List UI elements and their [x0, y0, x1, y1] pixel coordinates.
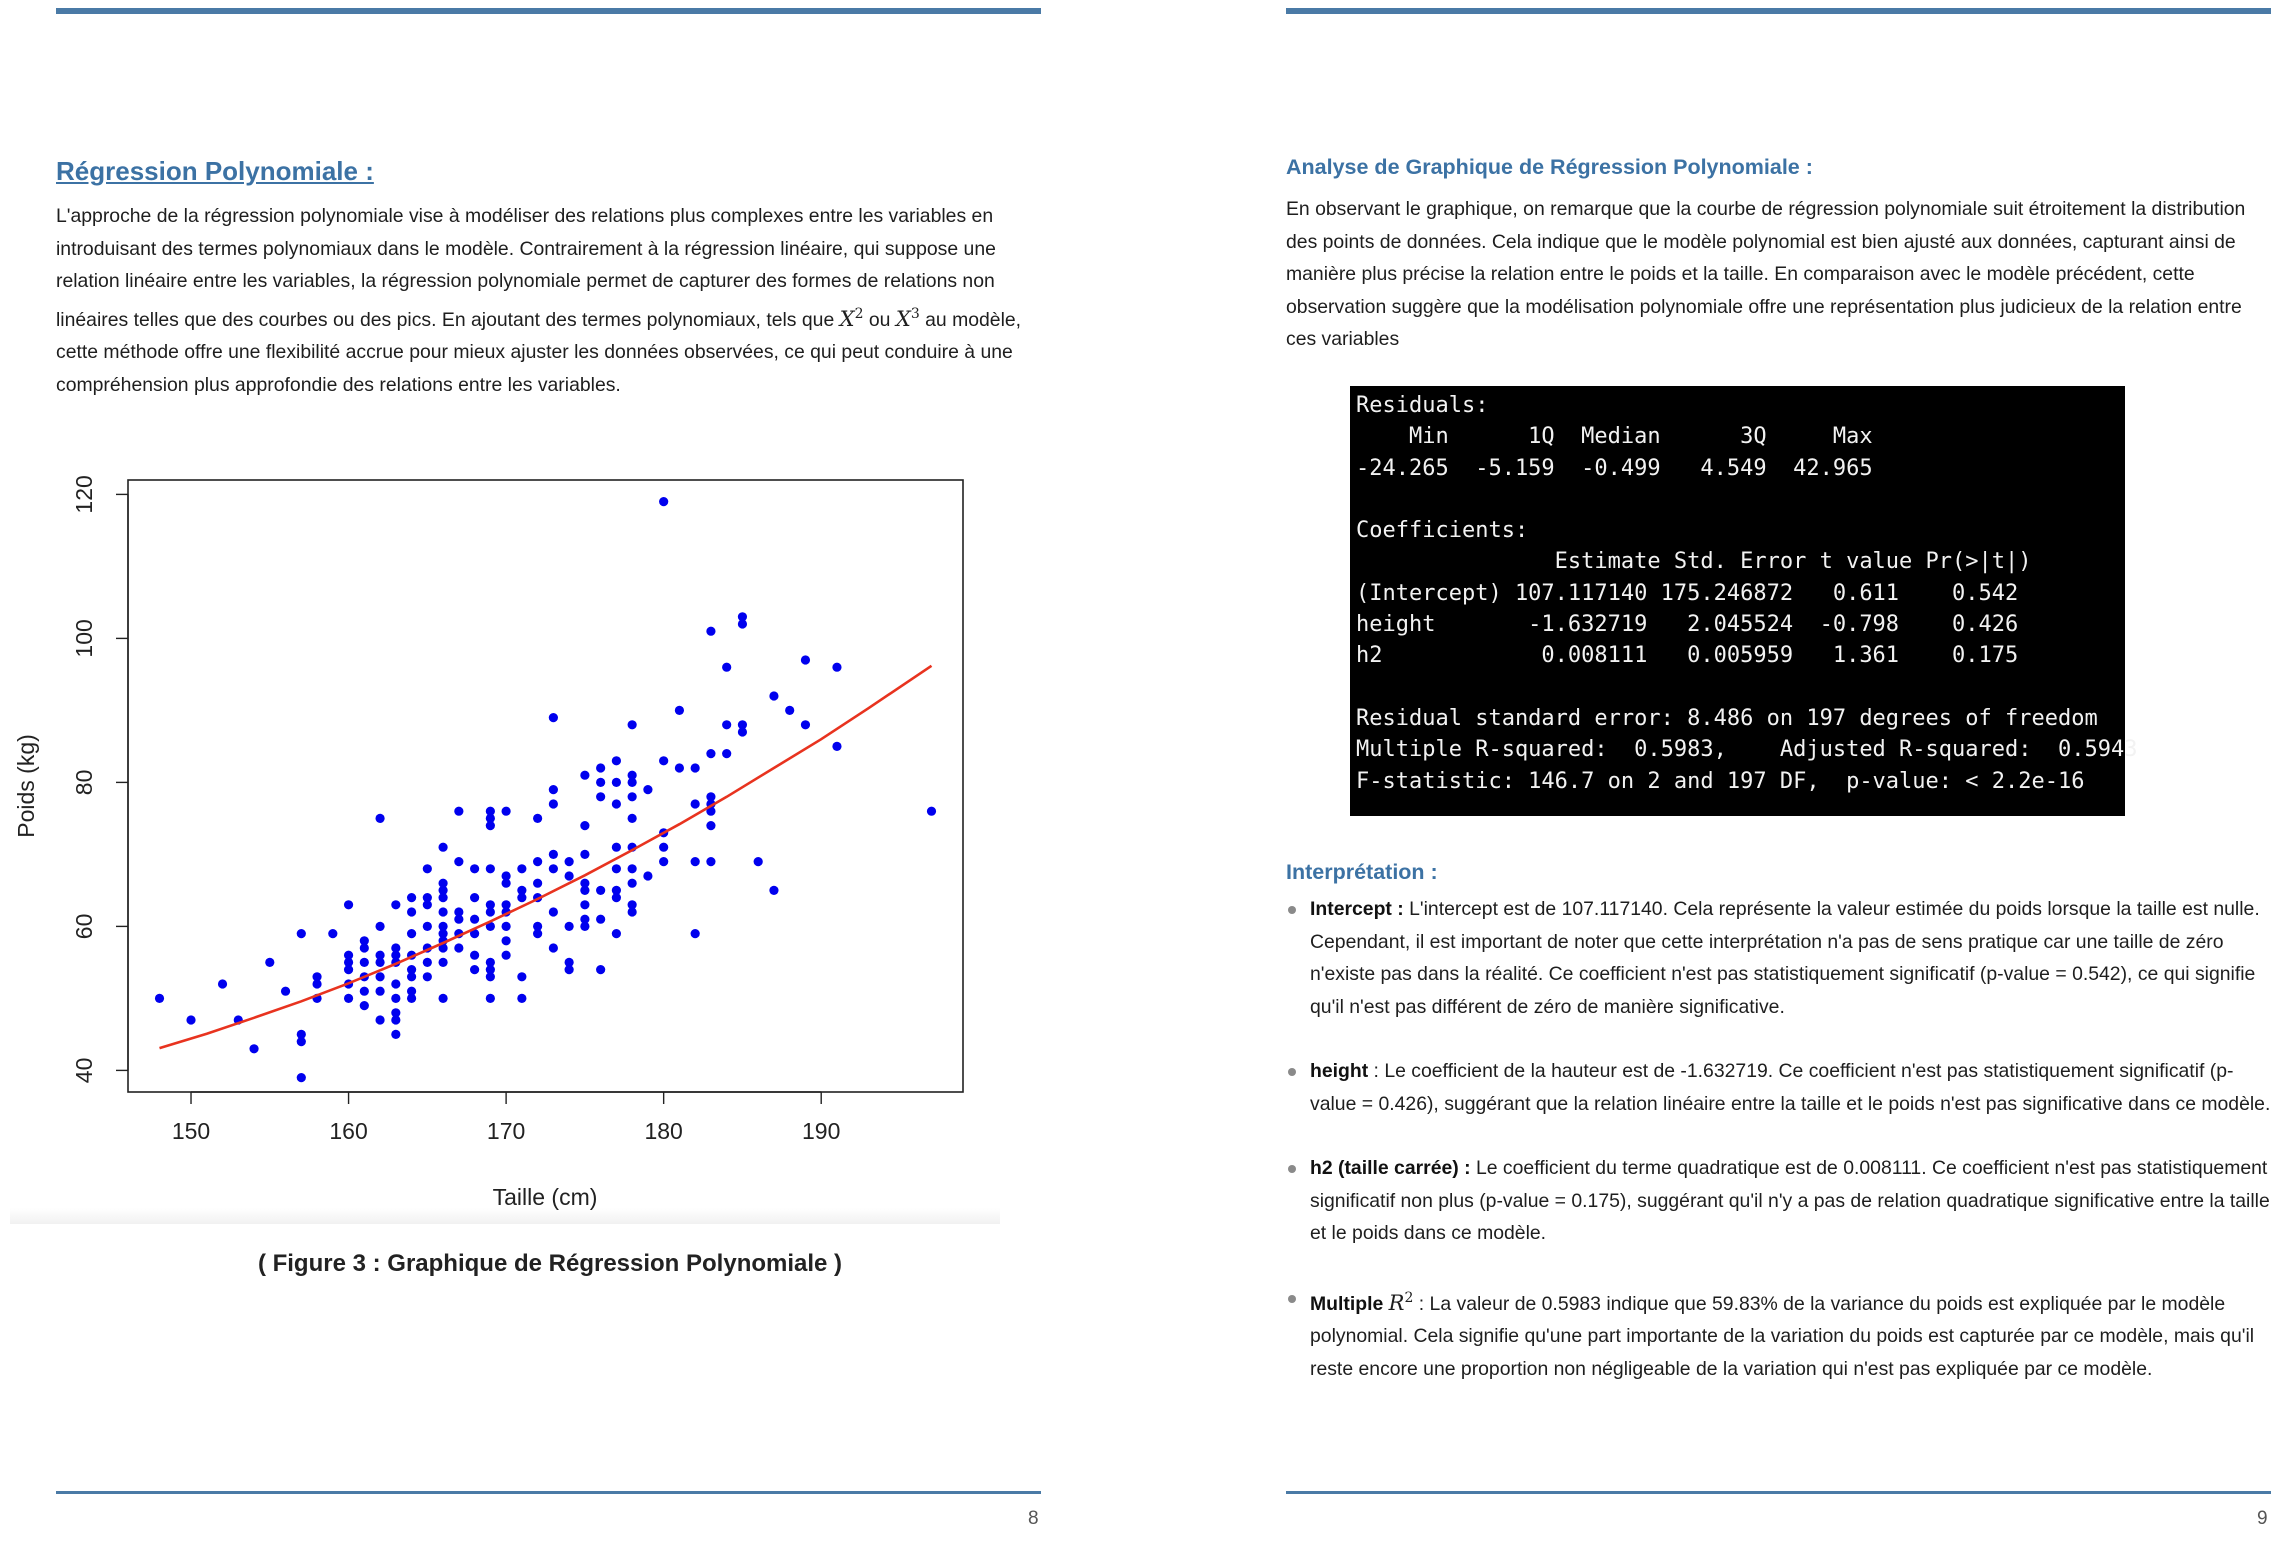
bullet-h2 [1286, 1152, 2271, 1250]
data-point [344, 994, 353, 1003]
data-point [832, 663, 841, 672]
y-tick-label: 60 [71, 913, 97, 940]
data-point [155, 994, 164, 1003]
data-point [769, 886, 778, 895]
analysis-paragraph: En observant le graphique, on remarque que la courbe de régression polynomiale suit étroitement la distribution des points de données. Cela indique que le modèle polynomial est bien ajusté aux données, capturant ainsi de manière plus précise la relation entre le poids et la taille. En comparaison avec le modèle précédent, cette observation suggère que la modélisation polynomiale offre une représentation plus judicieux de la relation entre ces variables [1286, 198, 2246, 350]
bullet-intercept [1286, 893, 2271, 1023]
y-axis-label: Poids (kg) [13, 734, 39, 838]
x-tick-label: 170 [486, 1118, 526, 1144]
data-point [596, 965, 605, 974]
data-point [549, 785, 558, 794]
data-point [391, 1015, 400, 1024]
data-point [281, 987, 290, 996]
data-point [596, 778, 605, 787]
data-point [675, 706, 684, 715]
data-point [628, 907, 637, 916]
interpretation-list [1286, 893, 2271, 1417]
data-point [486, 972, 495, 981]
data-point [391, 994, 400, 1003]
plot-frame [128, 480, 963, 1092]
data-point [596, 763, 605, 772]
data-point [391, 1030, 400, 1039]
data-point [517, 864, 526, 873]
x-tick-label: 160 [329, 1118, 368, 1144]
y-tick-label: 100 [71, 619, 97, 658]
scatter-chart [0, 0, 1100, 1240]
data-point [691, 763, 700, 772]
data-point [344, 965, 353, 974]
y-tick-label: 120 [71, 475, 97, 514]
data-point [391, 979, 400, 988]
data-point [360, 987, 369, 996]
data-point [297, 1037, 306, 1046]
data-point [628, 879, 637, 888]
bullet-term: height [1310, 1060, 1369, 1082]
x-axis-label: Taille (cm) [492, 1184, 598, 1210]
data-point [675, 763, 684, 772]
data-point [549, 713, 558, 722]
console-text: Residuals: Min 1Q Median 3Q Max -24.265 -5.159 -0.499 4.549 42.965 Coefficients: Estimate Std. Error t value Pr(>|t|) (Intercept) 107.117140 175.246872 0.611 0.542 height -1.632719 2.045524 -0.798 0.426 h2 0.008111 0.005959 1.361 0.175 Residual standard error: 8.486 on 197 degrees of freedom Multiple R-squared: 0.5983, Adjusted R-squared: 0.5943 F-statistic: 146.7 on 2 and 197 DF, p-value: < 2.2e-16 [1356, 393, 2138, 794]
y-axis [71, 475, 128, 1083]
bullet-term: h2 (taille carrée) : [1310, 1157, 1471, 1179]
data-point [612, 799, 621, 808]
r-console-output [1350, 386, 2138, 816]
data-point [486, 907, 495, 916]
data-point [360, 1001, 369, 1010]
data-point [470, 864, 479, 873]
data-point [423, 900, 432, 909]
data-point [470, 965, 479, 974]
data-point [722, 720, 731, 729]
data-point [517, 994, 526, 1003]
data-point [391, 900, 400, 909]
page-9 [1240, 0, 2280, 1550]
data-point [423, 958, 432, 967]
data-point [706, 627, 715, 636]
data-point [454, 857, 463, 866]
data-point [502, 807, 511, 816]
x-tick-label: 190 [802, 1118, 841, 1144]
data-point [344, 900, 353, 909]
bullet-icon [1288, 1068, 1296, 1076]
data-point [628, 814, 637, 823]
math-x-cubed: $X^3$ [895, 305, 920, 331]
data-point [533, 814, 542, 823]
bullet-icon [1288, 906, 1296, 914]
data-point [612, 756, 621, 765]
data-point [801, 720, 810, 729]
data-point [438, 843, 447, 852]
data-point [328, 929, 337, 938]
data-point [801, 655, 810, 664]
data-point [596, 886, 605, 895]
data-point [565, 922, 574, 931]
data-point [706, 857, 715, 866]
figure-caption: ( Figure 3 : Graphique de Régression Polynomiale ) [257, 1250, 843, 1277]
data-point [706, 821, 715, 830]
data-point [297, 929, 306, 938]
data-point [832, 742, 841, 751]
data-point [502, 936, 511, 945]
data-point [454, 807, 463, 816]
data-point [612, 778, 621, 787]
x-tick-label: 150 [171, 1118, 211, 1144]
data-point [769, 691, 778, 700]
data-point [454, 943, 463, 952]
data-point [722, 749, 731, 758]
data-point [691, 857, 700, 866]
data-point [549, 799, 558, 808]
data-point [549, 850, 558, 859]
data-point [628, 864, 637, 873]
points-layer [155, 497, 936, 1082]
data-point [375, 987, 384, 996]
data-point [407, 972, 416, 981]
data-point [612, 864, 621, 873]
data-point [565, 965, 574, 974]
data-point [628, 720, 637, 729]
data-point [218, 979, 227, 988]
data-point [375, 814, 384, 823]
data-point [785, 706, 794, 715]
interpretation-heading: Interprétation : [1286, 860, 1438, 884]
y-tick-label: 80 [71, 769, 97, 796]
data-point [407, 907, 416, 916]
bullet-term: Intercept : [1310, 898, 1404, 920]
top-rule [1286, 8, 2271, 14]
data-point [470, 915, 479, 924]
data-point [502, 922, 511, 931]
y-tick-label: 40 [71, 1057, 97, 1084]
data-point [596, 792, 605, 801]
bullet-text: : La valeur de 0.5983 indique que 59.83% de la variance du poids est expliquée par le modèle polynomial. Cela signifie qu'une part importante de la variation du poids est capturée par ce modèle, mais qu'il reste encore une proportion non négligeable de la variation qui n'est pas expliquée par ce modèle. [1310, 1292, 2255, 1380]
data-point [517, 972, 526, 981]
data-point [502, 951, 511, 960]
data-point [438, 907, 447, 916]
data-point [927, 807, 936, 816]
data-point [423, 972, 432, 981]
data-point [438, 994, 447, 1003]
data-point [738, 619, 747, 628]
bullet-text: Le coefficient du terme quadratique est de 0.008111. Ce coefficient n'est pas statistiquement significatif non plus (p-value = 0.175), suggérant qu'il n'y a pas de relation quadratique significative entre la taille et le poids dans ce modèle. [1310, 1157, 2270, 1244]
data-point [486, 821, 495, 830]
data-point [612, 929, 621, 938]
paragraph-part2: au modèle, cette méthode offre une flexibilité accrue pour mieux ajuster les données observées, ce qui peut conduire à une compréhension plus approfondie des relations entre les variables. [56, 308, 1022, 396]
bullet-icon [1288, 1165, 1296, 1173]
data-point [375, 1015, 384, 1024]
data-point [565, 871, 574, 880]
bullet-term: Multiple [1310, 1292, 1384, 1315]
bullet-text: L'intercept est de 107.117140. Cela représente la valeur estimée du poids lorsque la taille est nulle. Cependant, il est important de noter que cette interprétation n'a pas de sens pratique car une taille de zéro n'existe pas dans la réalité. Ce coefficient n'est pas statistiquement significatif (p-value = 0.542), ce qui signifie qu'il n'est pas différent de zéro de manière significative. [1310, 898, 2260, 1018]
data-point [423, 922, 432, 931]
data-point [691, 929, 700, 938]
regression-curve [160, 666, 932, 1048]
data-point [659, 857, 668, 866]
paragraph-connector: ou [868, 308, 891, 331]
data-point [470, 951, 479, 960]
data-point [659, 843, 668, 852]
math-x-squared: $X^2$ [839, 305, 864, 331]
data-point [596, 915, 605, 924]
data-point [738, 727, 747, 736]
data-point [580, 922, 589, 931]
data-point [580, 900, 589, 909]
page-8 [0, 0, 1100, 1550]
data-point [486, 994, 495, 1003]
data-point [659, 756, 668, 765]
data-point [470, 893, 479, 902]
section-heading: Régression Polynomiale : [56, 156, 374, 186]
data-point [517, 893, 526, 902]
data-point [691, 799, 700, 808]
data-point [249, 1044, 258, 1053]
data-point [438, 893, 447, 902]
data-point [407, 929, 416, 938]
bottom-rule [1286, 1491, 2271, 1494]
data-point [533, 857, 542, 866]
data-point [375, 972, 384, 981]
x-tick-label: 180 [644, 1118, 683, 1144]
paragraph-part1: L'approche de la régression polynomiale vise à modéliser des relations plus complexes entre les variables en introduisant des termes polynomiaux dans le modèle. Contrairement à la régression linéaire, qui suppose une relation linéaire entre les variables, la régression polynomiale permet de capturer des formes de relations non linéaires telles que des courbes ou des pics. En ajoutant des termes polynomiaux, tels que [56, 205, 996, 331]
data-point [375, 922, 384, 931]
bottom-rule [56, 1491, 1041, 1494]
analysis-heading: Analyse de Graphique de Régression Polynomiale : [1286, 155, 1813, 179]
data-point [312, 979, 321, 988]
data-point [722, 663, 731, 672]
data-point [549, 864, 558, 873]
fit-line-layer [160, 666, 932, 1048]
bullet-text: : Le coefficient de la hauteur est de -1.632719. Ce coefficient n'est pas statistiquement significatif (p-value = 0.426), suggérant que la relation linéaire entre la taille et le poids n'est pas significative dans ce modèle. [1310, 1060, 2271, 1115]
data-point [565, 857, 574, 866]
data-point [612, 893, 621, 902]
data-point [659, 497, 668, 506]
data-point [360, 943, 369, 952]
data-point [549, 943, 558, 952]
data-point [643, 785, 652, 794]
math-r-squared: $R^2$ [1388, 1289, 1414, 1315]
data-point [754, 857, 763, 866]
data-point [423, 864, 432, 873]
data-point [375, 958, 384, 967]
bullet-icon [1288, 1295, 1296, 1303]
data-point [628, 778, 637, 787]
data-point [454, 915, 463, 924]
data-point [706, 749, 715, 758]
bullet-r-squared [1286, 1282, 2271, 1386]
data-point [580, 886, 589, 895]
page-number: 9 [2257, 1508, 2268, 1529]
data-point [643, 871, 652, 880]
x-axis [172, 1092, 841, 1144]
data-point [533, 929, 542, 938]
bullet-height [1286, 1055, 2271, 1120]
data-point [438, 958, 447, 967]
data-point [549, 907, 558, 916]
data-point [580, 821, 589, 830]
data-point [502, 879, 511, 888]
page-number: 8 [1028, 1508, 1039, 1529]
data-point [612, 843, 621, 852]
data-point [533, 879, 542, 888]
data-point [580, 771, 589, 780]
data-point [360, 958, 369, 967]
data-point [407, 893, 416, 902]
data-point [580, 850, 589, 859]
data-point [628, 792, 637, 801]
data-point [486, 864, 495, 873]
data-point [265, 958, 274, 967]
data-point [186, 1015, 195, 1024]
data-point [297, 1073, 306, 1082]
data-point [407, 994, 416, 1003]
